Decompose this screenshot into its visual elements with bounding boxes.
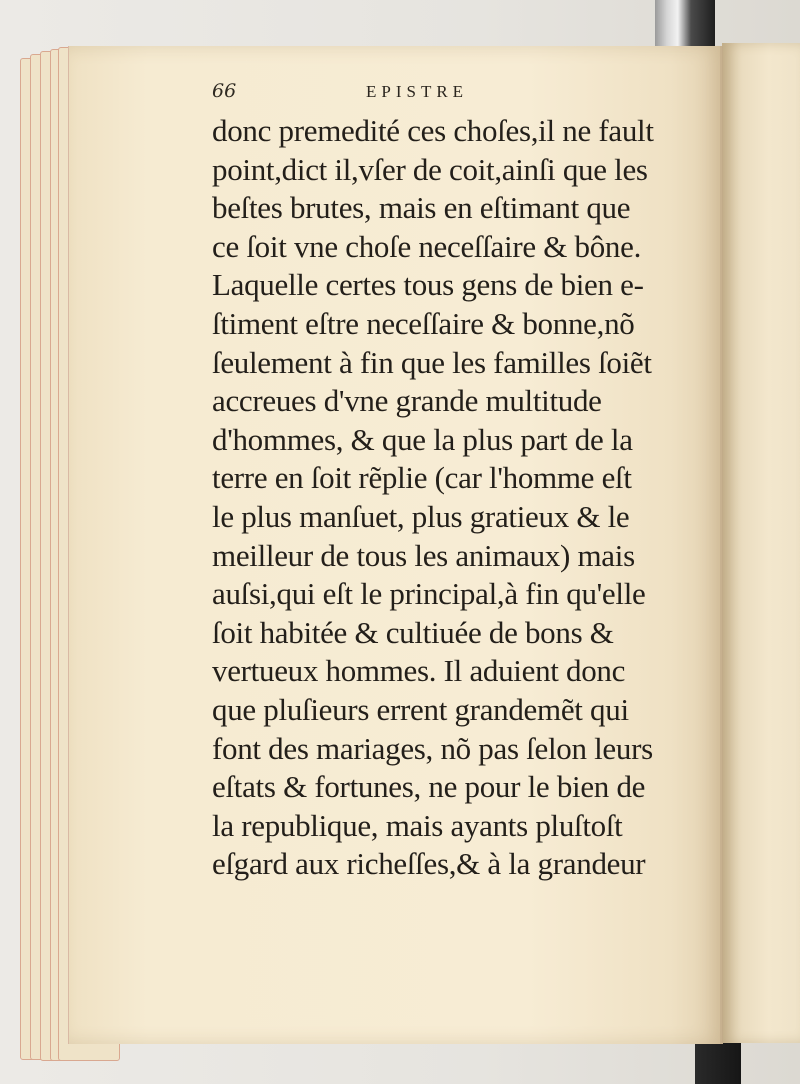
book-clamp-bottom (695, 1042, 741, 1084)
text-line: accreues d'vne grande multitude (212, 383, 602, 419)
text-line: la republique, mais ayants pluſtoſt (212, 807, 623, 843)
text-line: donc premedité ces choſes,il ne fault (212, 113, 654, 148)
text-line: ſoit habitée & cultiuée de bons & (212, 614, 614, 650)
text-line: point,dict il,vſer de coit,ainſi que les (212, 151, 648, 187)
text-line: vertueux hommes. Il aduient donc (212, 653, 626, 689)
text-line: eſgard aux richeſſes,& à la grandeur (212, 846, 646, 882)
text-line: Laquelle certes tous gens de bien e- (212, 267, 644, 303)
text-line: eſtats & fortunes, ne pour le bien de (212, 769, 646, 805)
text-line: le plus manſuet, plus gratieux & le (212, 498, 630, 534)
text-line: font des mariages, nõ pas ſelon leurs (212, 730, 653, 766)
running-title: EPISTRE (366, 82, 469, 101)
book-gutter (720, 46, 723, 1044)
text-line: auſsi,qui eſt le principal,à fin qu'elle (212, 576, 646, 612)
text-line: d'hommes, & que la plus part de la (212, 421, 633, 457)
body-text (212, 112, 662, 884)
text-line: que pluſieurs errent grandemẽt qui (212, 691, 629, 727)
running-head (0, 80, 800, 106)
book-clamp-top (655, 0, 715, 46)
right-page-edge (722, 43, 800, 1043)
text-line: ſtiment eſtre neceſſaire & bonne,nõ (212, 305, 635, 341)
text-line: beſtes brutes, mais en eſtimant que (212, 190, 631, 226)
text-line: terre en ſoit rẽplie (car l'homme eſt (212, 460, 632, 496)
page-number: 66 (212, 80, 237, 102)
text-line: ſeulement à fin que les familles ſoiẽt (212, 344, 652, 380)
text-line: ce ſoit vne choſe neceſſaire & bône. (212, 228, 642, 264)
text-line: meilleur de tous les animaux) mais (212, 537, 635, 573)
